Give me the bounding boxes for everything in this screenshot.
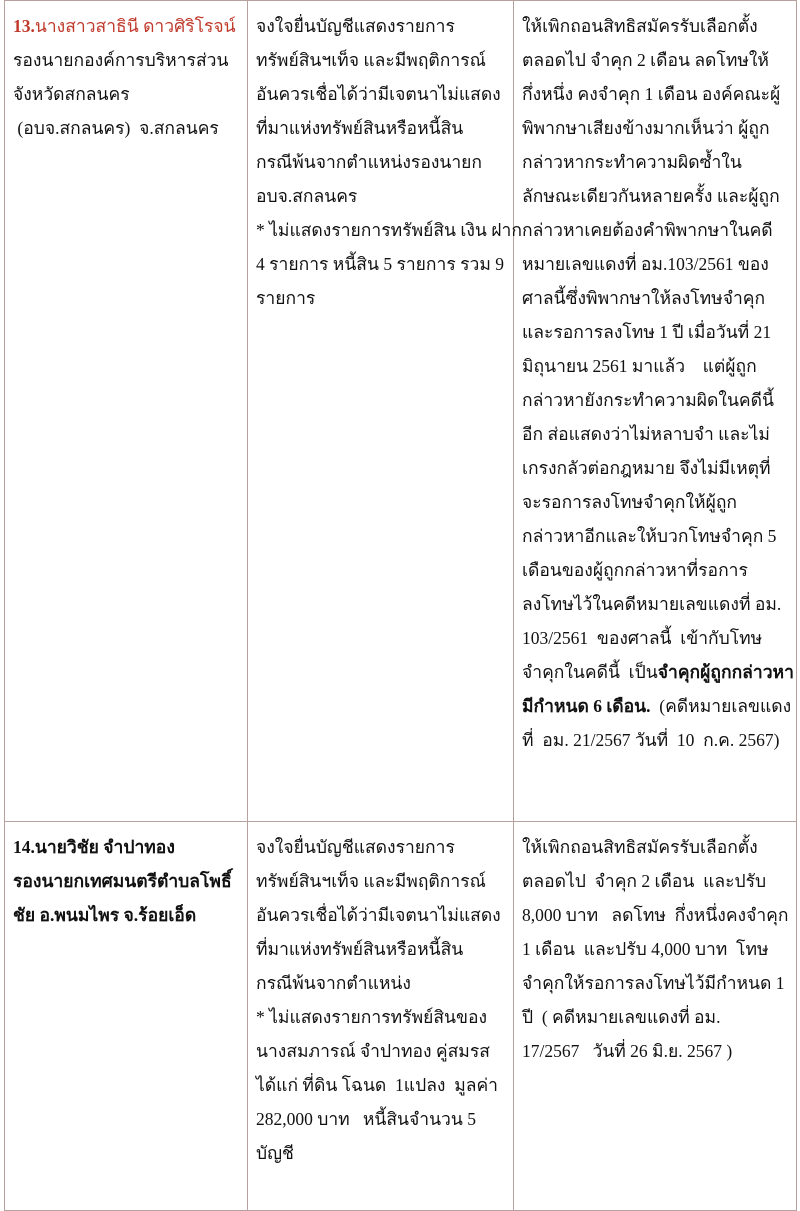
verdict-line-mixed: [522, 689, 792, 723]
case-table: [4, 0, 797, 1211]
verdict-line: พิพากษาเสียงข้างมากเห็นว่า ผู้ถูก: [522, 118, 770, 138]
person-cell: [5, 822, 248, 1211]
verdict-line: และรอการลงโทษ 1 ปี เมื่อวันที่ 21: [522, 322, 772, 342]
verdict-line: ลงโทษไว้ในคดีหมายเลขแดงที่ อม.: [522, 594, 782, 614]
verdict-line: กล่าวหายังกระทำความผิดในคดีนี้: [522, 390, 774, 410]
offense-line: ทรัพย์สินฯเท็จ และมีพฤติการณ์: [256, 50, 486, 70]
verdict-line: ศาลนี้ซึ่งพิพากษาให้ลงโทษจำคุก: [522, 288, 766, 308]
verdict-line: ปี ( คดีหมายเลขแดงที่ อม.: [522, 1007, 721, 1027]
verdict-line: ให้เพิกถอนสิทธิสมัครรับเลือกตั้ง: [522, 16, 758, 36]
verdict-line: จะรอการลงโทษจำคุกให้ผู้ถูก: [522, 492, 738, 512]
offense-line: ได้แก่ ที่ดิน โฉนด 1แปลง มูลค่า: [256, 1075, 499, 1095]
offense-cell: [248, 1, 522, 822]
verdict-cell: [514, 822, 797, 1211]
case-number: 13.: [13, 16, 35, 36]
offense-line: บัญชี: [256, 1143, 294, 1163]
verdict-line: หมายเลขแดงที่ อม.103/2561 ของ: [522, 254, 769, 274]
verdict-line: 103/2561 ของศาลนี้ เข้ากับโทษ: [522, 628, 763, 648]
offense-line: * ไม่แสดงรายการทรัพย์สิน เงิน ฝาก: [256, 220, 522, 240]
offense-cell: [248, 822, 514, 1211]
offense-line: 282,000 บาท หนี้สินจำนวน 5: [256, 1109, 476, 1129]
offense-line: อันควรเชื่อได้ว่ามีเจตนาไม่แสดง: [256, 84, 501, 104]
person-position-line: [13, 111, 239, 145]
table-row: [5, 822, 797, 1211]
verdict-line: กล่าวหาอีกและให้บวกโทษจำคุก 5: [522, 526, 777, 546]
offense-line: กรณีพ้นจากตำแหน่งรองนายก: [256, 152, 483, 172]
verdict-line: เกรงกลัวต่อกฎหมาย จึงไม่มีเหตุที่: [522, 458, 771, 478]
person-position-line: จังหวัดสกลนคร: [13, 84, 130, 104]
verdict-line: อีก ส่อแสดงว่าไม่หลาบจำ และไม่: [522, 424, 770, 444]
offense-line: จงใจยื่นบัญชีแสดงรายการ: [256, 16, 455, 36]
verdict-line: 1 เดือน และปรับ 4,000 บาท โทษ: [522, 939, 769, 959]
verdict-line: ลักษณะเดียวกันหลายครั้ง และผู้ถูก: [522, 186, 780, 206]
verdict-line: ตลอดไป จำคุก 2 เดือน ลดโทษให้: [522, 50, 769, 70]
offense-line: * ไม่แสดงรายการทรัพย์สินของ: [256, 1007, 488, 1027]
person-name: นางสาวสาธินี ดาวศิริโรจน์: [34, 16, 236, 36]
person-name-line: [13, 9, 239, 43]
offense-line: ที่มาแห่งทรัพย์สินหรือหนี้สิน: [256, 939, 464, 959]
verdict-text: (คดีหมายเลขแดง: [650, 696, 792, 716]
person-name-line: 14.นายวิชัย จำปาทอง: [13, 837, 175, 857]
offense-line: ทรัพย์สินฯเท็จ และมีพฤติการณ์: [256, 871, 486, 891]
verdict-cell: [514, 1, 797, 822]
verdict-emphasis: จำคุกผู้ถูกกล่าวหา: [657, 662, 794, 682]
person-cell: [5, 1, 248, 822]
verdict-line: จำคุกให้รอการลงโทษไว้มีกำหนด 1: [522, 973, 785, 993]
offense-line: รายการ: [256, 288, 316, 308]
verdict-emphasis: มีกำหนด 6 เดือน.: [522, 696, 651, 716]
person-position-text: (อบจ.สกลนคร) จ.สกลนคร: [13, 118, 219, 138]
verdict-line: กล่าวหากระทำความผิดซ้ำใน: [522, 152, 742, 172]
verdict-line: มิถุนายน 2561 มาแล้ว แต่ผู้ถูก: [522, 356, 757, 376]
verdict-line: กึ่งหนึ่ง คงจำคุก 1 เดือน องค์คณะผู้: [522, 84, 781, 104]
table-row: [5, 1, 797, 822]
offense-line: อันควรเชื่อได้ว่ามีเจตนาไม่แสดง: [256, 905, 501, 925]
verdict-line: กล่าวหาเคยต้องคำพิพากษาในคดี: [522, 220, 773, 240]
offense-line: กรณีพ้นจากตำแหน่ง: [256, 973, 411, 993]
person-position-line: รองนายกองค์การบริหารส่วน: [13, 50, 229, 70]
offense-line: นางสมภารณ์ จำปาทอง คู่สมรส: [256, 1041, 490, 1061]
verdict-line-mixed: [522, 655, 794, 689]
offense-line: ที่มาแห่งทรัพย์สินหรือหนี้สิน: [256, 118, 464, 138]
verdict-text: จำคุกในคดีนี้ เป็น: [522, 662, 658, 682]
person-position-line: รองนายกเทศมนตรีตำบลโพธิ์: [13, 871, 232, 891]
verdict-line: 17/2567 วันที่ 26 มิ.ย. 2567 ): [522, 1041, 733, 1061]
verdict-line: ที่ อม. 21/2567 วันที่ 10 ก.ค. 2567): [522, 730, 780, 750]
verdict-line: ให้เพิกถอนสิทธิสมัครรับเลือกตั้ง: [522, 837, 758, 857]
verdict-line: ตลอดไป จำคุก 2 เดือน และปรับ: [522, 871, 767, 891]
verdict-line: เดือนของผู้ถูกกล่าวหาที่รอการ: [522, 560, 748, 580]
verdict-line: 8,000 บาท ลดโทษ กึ่งหนึ่งคงจำคุก: [522, 905, 789, 925]
offense-line: 4 รายการ หนี้สิน 5 รายการ รวม 9: [256, 254, 505, 274]
offense-line: จงใจยื่นบัญชีแสดงรายการ: [256, 837, 455, 857]
person-position-line: ชัย อ.พนมไพร จ.ร้อยเอ็ด: [13, 905, 197, 925]
offense-line: อบจ.สกลนคร: [256, 186, 358, 206]
